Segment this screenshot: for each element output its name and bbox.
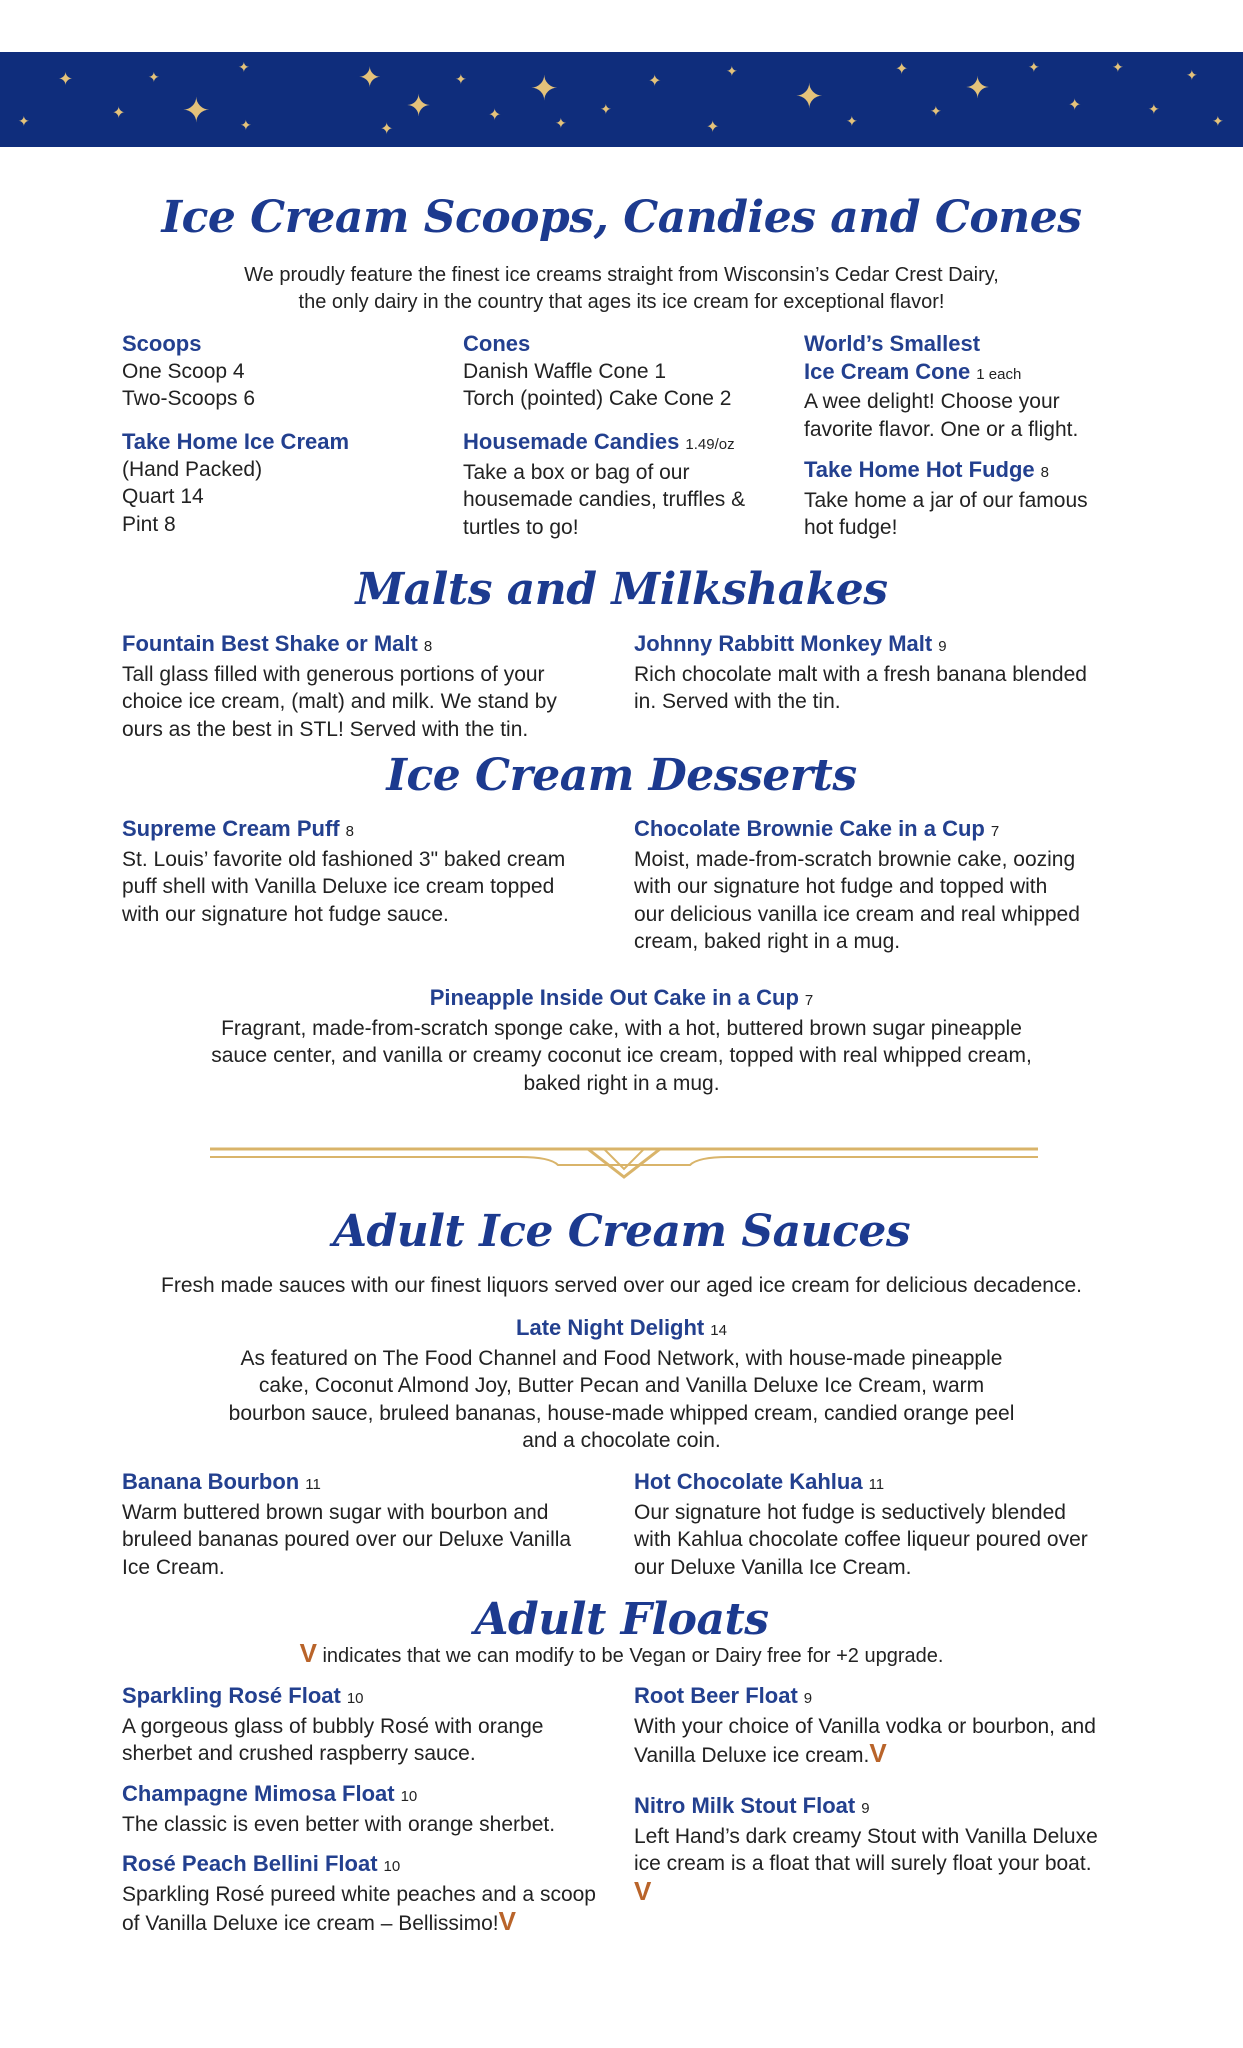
star-icon: ✦ (555, 115, 567, 131)
item-line: baked right in a mug. (523, 1071, 720, 1095)
item-line: One Scoop 4 (122, 359, 245, 383)
item-line: Sparkling Rosé pureed white peaches and a scoop (122, 1882, 596, 1906)
item-title: Sparkling Rosé Float (122, 1683, 341, 1708)
item-title: Pineapple Inside Out Cake in a Cup (429, 985, 799, 1010)
star-icon: ✦ (112, 105, 126, 122)
section-heading-sauces: Adult Ice Cream Sauces (332, 1206, 911, 1257)
menu-item-take-home (122, 428, 442, 538)
star-icon: ✦ (358, 62, 382, 93)
item-line: Quart 14 (122, 485, 204, 508)
item-price: 7 (804, 992, 814, 1009)
menu-item-scoops (122, 330, 442, 413)
item-line: Pint 8 (122, 512, 176, 536)
star-icon: ✦ (488, 107, 502, 124)
item-price: 10 (383, 1858, 401, 1875)
item-title: Late Night Delight (516, 1315, 705, 1340)
section-heading-scoops: Ice Cream Scoops, Candies and Cones (161, 192, 1082, 243)
menu-item-late-night-delight (120, 1314, 1123, 1455)
star-icon: ✦ (18, 113, 30, 129)
star-icon: ✦ (1028, 59, 1040, 75)
item-line: As featured on The Food Channel and Food Network, with house-made pineapple (240, 1346, 1003, 1370)
item-price: 1.49/oz (685, 436, 735, 453)
star-icon: ✦ (1112, 59, 1124, 75)
item-line: with our signature hot fudge and topped with (634, 875, 1048, 898)
intro-line: the only dairy in the country that ages its ice cream for exceptional flavor! (298, 291, 945, 313)
star-icon: ✦ (455, 71, 467, 87)
item-line: our delicious vanilla ice cream and real whipped (634, 902, 1080, 926)
menu-item-smallest-cone (804, 330, 1134, 443)
item-title: Nitro Milk Stout Float (634, 1793, 856, 1818)
star-icon: ✦ (846, 113, 858, 129)
menu-item-hot-fudge (804, 456, 1134, 542)
item-line: Fragrant, made-from-scratch sponge cake, with a hot, buttered brown sugar pineapple (221, 1016, 1022, 1040)
star-icon: ✦ (1068, 97, 1082, 114)
star-icon: ✦ (380, 121, 394, 138)
section-intro: Fresh made sauces with our finest liquors served over our aged ice cream for delicious decadence. (161, 1274, 1082, 1297)
star-icon: ✦ (1186, 67, 1198, 83)
item-title: Housemade Candies (463, 429, 680, 454)
star-icon: ✦ (706, 119, 720, 136)
item-title: Hot Chocolate Kahlua (634, 1469, 863, 1494)
item-price: 14 (710, 1322, 727, 1339)
item-line: bruleed bananas poured over our Deluxe Vanilla (122, 1528, 572, 1551)
item-line: Take home a jar of our famous (804, 488, 1088, 512)
vegan-v-icon: V (299, 1638, 317, 1668)
item-price: 7 (990, 823, 1000, 840)
item-line: The classic is even better with orange sherbet. (122, 1812, 556, 1836)
item-title: Root Beer Float (634, 1683, 798, 1708)
section-heading-floats: Adult Floats (474, 1594, 769, 1645)
item-line: in. Served with the tin. (634, 690, 841, 713)
star-icon: ✦ (58, 69, 74, 89)
menu-item-sparkling-rose-float (122, 1682, 632, 1768)
item-title: Scoops (122, 331, 202, 356)
item-line: sauce center, and vanilla or creamy coconut ice cream, topped with real whipped cream, (211, 1044, 1032, 1067)
item-title: Chocolate Brownie Cake in a Cup (634, 816, 985, 841)
star-icon: ✦ (1212, 113, 1224, 129)
item-price: 11 (305, 1476, 321, 1493)
item-line: Two-Scoops 6 (122, 387, 256, 410)
item-line: favorite flavor. One or a flight. (804, 417, 1079, 441)
item-line: St. Louis’ favorite old fashioned 3" baked cream (122, 847, 566, 871)
item-title: Cones (463, 331, 531, 356)
item-price: 8 (1040, 464, 1049, 481)
item-line: Rich chocolate malt with a fresh banana blended (634, 662, 1087, 686)
item-line: Moist, made-from-scratch brownie cake, oozing (634, 847, 1076, 871)
item-line: sherbet and crushed raspberry sauce. (122, 1742, 476, 1765)
star-icon: ✦ (600, 101, 612, 117)
menu-item-fountain-shake (122, 630, 622, 743)
item-title: Take Home Hot Fudge (804, 457, 1035, 482)
vegan-v-icon: V (498, 1906, 516, 1936)
item-line: with our signature hot fudge sauce. (122, 902, 449, 926)
menu-item-banana-bourbon (122, 1468, 622, 1581)
star-icon: ✦ (148, 69, 160, 85)
item-title: World’s Smallest (804, 331, 981, 356)
item-title: Champagne Mimosa Float (122, 1781, 395, 1806)
star-icon: ✦ (930, 103, 942, 119)
item-line: puff shell with Vanilla Deluxe ice cream topped (122, 875, 555, 898)
item-line: Danish Waffle Cone 1 (463, 359, 667, 383)
menu-item-root-beer-float (634, 1682, 1174, 1770)
item-line: ice cream is a float that will surely float your boat. (634, 1852, 1092, 1875)
item-price: 10 (346, 1690, 364, 1707)
star-icon: ✦ (895, 61, 909, 78)
star-icon: ✦ (530, 70, 559, 108)
vegan-v-icon: V (634, 1875, 652, 1906)
item-line: Torch (pointed) Cake Cone 2 (463, 387, 732, 410)
item-line: A gorgeous glass of bubbly Rosé with orange (122, 1714, 544, 1738)
item-line: with Kahlua chocolate coffee liqueur poured over (634, 1528, 1088, 1551)
item-line: cake, Coconut Almond Joy, Butter Pecan and Vanilla Deluxe Ice Cream, warm (258, 1374, 985, 1397)
item-title: Banana Bourbon (122, 1469, 300, 1494)
vegan-v-icon: V (869, 1738, 887, 1768)
section-heading-malts: Malts and Milkshakes (355, 564, 888, 615)
item-price: 9 (861, 1800, 870, 1817)
vegan-note-text: indicates that we can modify to be Vegan or Dairy free for +2 upgrade. (322, 1645, 944, 1667)
section-intro (120, 262, 1123, 316)
item-price: 11 (868, 1476, 885, 1493)
item-title: Johnny Rabbitt Monkey Malt (634, 631, 933, 656)
menu-item-candies (463, 428, 793, 541)
star-icon: ✦ (406, 90, 432, 123)
item-line: Tall glass filled with generous portions of your (122, 662, 545, 686)
star-icon: ✦ (1148, 101, 1160, 117)
menu-item-mimosa-float (122, 1780, 632, 1838)
item-title: Supreme Cream Puff (122, 816, 340, 841)
menu-item-bellini-float (122, 1850, 642, 1938)
item-line: of Vanilla Deluxe ice cream – Bellissimo! (122, 1912, 499, 1935)
item-price: 8 (423, 638, 433, 655)
art-deco-divider (210, 1135, 1038, 1181)
item-line: (Hand Packed) (122, 457, 263, 481)
menu-item-brownie-cake (634, 815, 1154, 956)
vegan-note (120, 1640, 1123, 1670)
star-icon: ✦ (182, 92, 211, 130)
intro-line: We proudly feature the finest ice creams straight from Wisconsin’s Cedar Crest Dairy, (244, 264, 999, 286)
item-line: A wee delight! Choose your (804, 390, 1060, 413)
menu-item-pineapple-cake (120, 984, 1123, 1097)
item-line: bourbon sauce, bruleed bananas, house-made whipped cream, candied orange peel (228, 1401, 1015, 1425)
item-line: ours as the best in STL! Served with the tin. (122, 717, 529, 741)
item-line: With your choice of Vanilla vodka or bourbon, and (634, 1714, 1096, 1738)
item-line: housemade candies, truffles & (463, 488, 746, 511)
menu-item-monkey-malt (634, 630, 1154, 716)
star-icon: ✦ (648, 73, 662, 90)
item-line: Take a box or bag of our (463, 460, 690, 484)
menu-item-cones (463, 330, 793, 413)
menu-item-cream-puff (122, 815, 622, 928)
item-line: choice ice cream, (malt) and milk. We stand by (122, 690, 557, 713)
star-icon: ✦ (795, 78, 824, 116)
item-price: 9 (803, 1690, 813, 1707)
item-line: our Deluxe Vanilla Ice Cream. (634, 1555, 912, 1579)
star-icon: ✦ (240, 117, 252, 133)
item-line: turtles to go! (463, 515, 579, 539)
item-price: 9 (938, 638, 947, 655)
item-line: Our signature hot fudge is seductively blended (634, 1500, 1066, 1524)
item-line: hot fudge! (804, 516, 898, 539)
item-title: Rosé Peach Bellini Float (122, 1851, 378, 1876)
section-heading-desserts: Ice Cream Desserts (386, 750, 857, 801)
menu-item-hot-chocolate-kahlua (634, 1468, 1154, 1581)
item-line: Warm buttered brown sugar with bourbon and (122, 1500, 549, 1524)
item-title: Fountain Best Shake or Malt (122, 631, 418, 656)
star-icon: ✦ (726, 63, 738, 79)
star-icon: ✦ (965, 72, 991, 105)
menu-item-nitro-stout-float (634, 1792, 1174, 1907)
item-title: Ice Cream Cone (804, 358, 971, 384)
item-line: Left Hand’s dark creamy Stout with Vanilla Deluxe (634, 1824, 1098, 1848)
item-line: and a chocolate coin. (522, 1429, 721, 1452)
item-title: Take Home Ice Cream (122, 429, 350, 454)
item-price: 8 (345, 823, 354, 840)
star-icon: ✦ (238, 59, 250, 75)
item-price: 10 (400, 1788, 418, 1805)
item-line: cream, baked right in a mug. (634, 930, 901, 953)
item-line: Ice Cream. (122, 1555, 225, 1579)
item-line: Vanilla Deluxe ice cream. (634, 1744, 870, 1767)
item-price: 1 each (976, 365, 1022, 383)
star-banner (0, 52, 1243, 147)
